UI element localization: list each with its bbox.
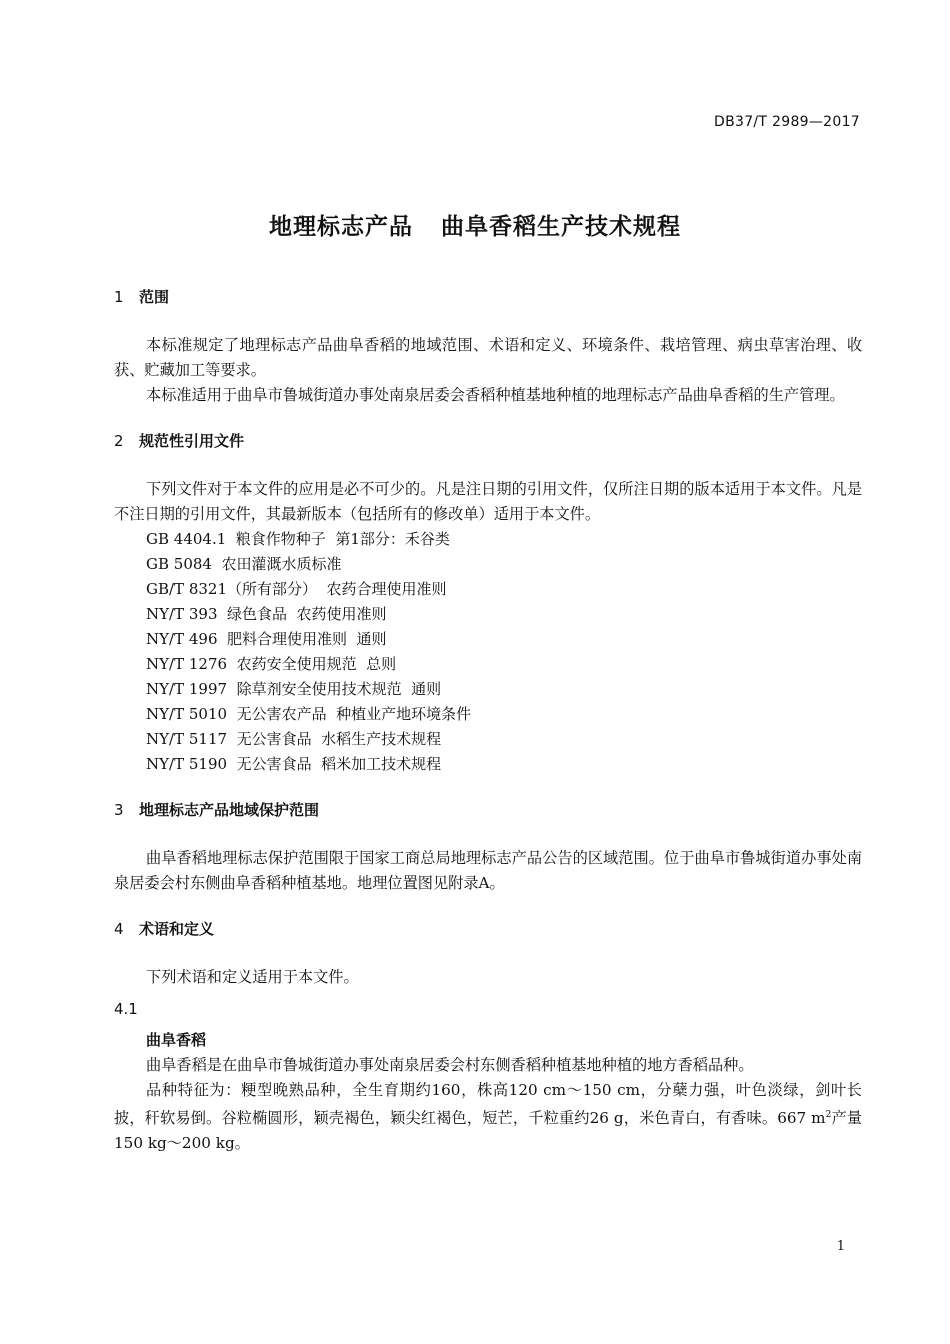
document-title	[0, 208, 950, 241]
reference-item: NY/T 1997 除草剂安全使用技术规范 通则	[146, 680, 442, 698]
term-heading: 曲阜香稻	[146, 1031, 207, 1049]
document-body	[114, 286, 862, 1156]
section-3-paragraph-1: 曲阜香稻地理标志保护范围限于国家工商总局地理标志产品公告的区域范围。位于曲阜市鲁城街道办事处南泉居委会村东侧曲阜香稻种植基地。地理位置图见附录A。	[114, 849, 862, 892]
section-1-paragraph-1: 本标准规定了地理标志产品曲阜香稻的地域范围、术语和定义、环境条件、栽培管理、病虫草害治理、收获、贮藏加工等要求。	[114, 336, 862, 379]
reference-item: NY/T 5190 无公害食品 稻米加工技术规程	[146, 755, 442, 773]
section-3-heading: 3 地理标志产品地域保护范围	[114, 801, 320, 819]
section-1-paragraph-2: 本标准适用于曲阜市鲁城街道办事处南泉居委会香稻种植基地种植的地理标志产品曲阜香稻的生产管理。	[146, 386, 845, 404]
subsection-4-1-number: 4.1	[114, 1000, 138, 1018]
term-traits: 品种特征为：粳型晚熟品种，全生育期约160，株高120 cm～150 cm，分蘖力强，叶色淡绿，剑叶长披，秆软易倒。谷粒椭圆形，颖壳褐色，颖尖红褐色，短芒，千粒重约26 g，米色青白，有香味。667 $m^2$产量150 kg～200 kg。	[114, 1081, 863, 1153]
page-number: 1	[836, 1239, 845, 1254]
reference-item: NY/T 1276 农药安全使用规范 总则	[146, 655, 397, 673]
section-4-paragraph-1: 下列术语和定义适用于本文件。	[146, 968, 359, 986]
reference-item: NY/T 496 肥料合理使用准则 通则	[146, 630, 387, 648]
standard-code: DB37/T 2989—2017	[714, 114, 860, 130]
reference-item: NY/T 5010 无公害农产品 种植业产地环境条件	[146, 705, 472, 723]
reference-item: GB/T 8321（所有部分） 农药合理使用准则	[146, 580, 447, 598]
title-part-2: 曲阜香稻生产技术规程	[441, 214, 681, 240]
section-2-heading: 2 规范性引用文件	[114, 432, 245, 450]
section-4-heading: 4 术语和定义	[114, 920, 215, 938]
section-2-paragraph-1: 下列文件对于本文件的应用是必不可少的。凡是注日期的引用文件，仅所注日期的版本适用于本文件。凡是不注日期的引用文件，其最新版本（包括所有的修改单）适用于本文件。	[114, 480, 862, 523]
section-1-heading: 1 范围	[114, 288, 170, 306]
reference-item: GB 5084 农田灌溉水质标准	[146, 555, 342, 573]
reference-item: GB 4404.1 粮食作物种子 第1部分：禾谷类	[146, 530, 450, 548]
reference-item: NY/T 393 绿色食品 农药使用准则	[146, 605, 387, 623]
reference-item: NY/T 5117 无公害食品 水稻生产技术规程	[146, 730, 442, 748]
term-definition: 曲阜香稻是在曲阜市鲁城街道办事处南泉居委会村东侧香稻种植基地种植的地方香稻品种。	[146, 1056, 754, 1074]
title-part-1: 地理标志产品	[269, 214, 413, 240]
